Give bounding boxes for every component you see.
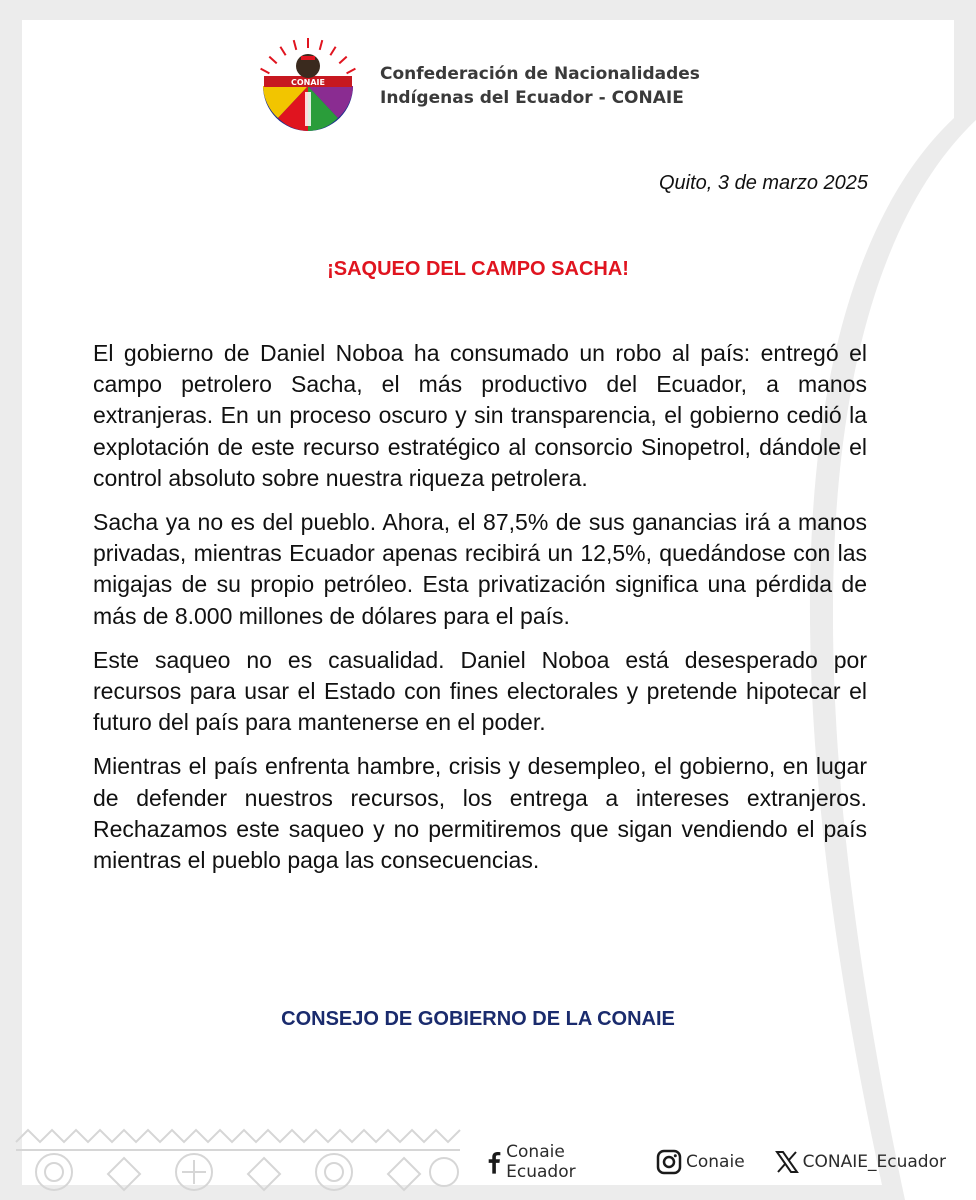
instagram-link[interactable] (656, 1149, 745, 1175)
signature-text: CONSEJO DE GOBIERNO DE LA CONAIE (281, 1008, 675, 1030)
social-links (486, 1142, 976, 1182)
headline (0, 258, 976, 281)
organization-name (380, 62, 700, 110)
letter-date: Quito, 3 de marzo 2025 (658, 172, 868, 194)
paragraph-2: Sacha ya no es del pueblo. Ahora, el 87,5% de sus ganancias irá a manos privadas, mientras Ecuador apenas recibirá un 12,5%, quedándose con las migajas de su propio petróleo. Esta privatización significa una pérdida de más de 8.000 millones de dólares para el país. (93, 509, 867, 629)
headline-text: ¡SAQUEO DEL CAMPO SACHA! (327, 258, 629, 280)
decorative-pattern-footer (14, 1122, 464, 1194)
letter-body (93, 338, 867, 889)
facebook-link[interactable] (486, 1142, 626, 1182)
org-name-line2: Indígenas del Ecuador - CONAIE (380, 88, 684, 108)
instagram-icon (656, 1149, 682, 1175)
paragraph-1: El gobierno de Daniel Noboa ha consumado un robo al país: entregó el campo petrolero Sacha, el más productivo del Ecuador, a manos extranjeras. En un proceso oscuro y sin transparencia, el gobierno cedió la explotación de este recurso estratégico al consorcio Sinopetrol, dándole el control absoluto sobre nuestra riqueza petrolera. (93, 340, 867, 491)
paragraph-3: Este saqueo no es casualidad. Daniel Noboa está desesperado por recursos para usar el Estado con fines electorales y pretende hipotecar el futuro del país para mantenerse en el poder. (93, 646, 867, 736)
org-name-line1: Confederación de Nacionalidades (380, 64, 700, 84)
instagram-handle: Conaie (686, 1152, 745, 1172)
x-icon (775, 1150, 799, 1174)
facebook-handle: Conaie Ecuador (506, 1142, 576, 1182)
letterhead (258, 36, 700, 136)
x-handle: CONAIE_Ecuador (802, 1152, 946, 1172)
facebook-icon (486, 1149, 502, 1175)
x-link[interactable] (775, 1150, 946, 1174)
conaie-logo (258, 36, 358, 136)
paragraph-4: Mientras el país enfrenta hambre, crisis y desempleo, el gobierno, en lugar de defender nuestros recursos, los entrega a intereses extranjeros. Rechazamos este saqueo y no permitiremos que sigan vendiendo el país mientras el pueblo paga las consecuencias. (93, 753, 867, 874)
signature (0, 1008, 976, 1031)
logo-text: CONAIE (291, 78, 325, 87)
